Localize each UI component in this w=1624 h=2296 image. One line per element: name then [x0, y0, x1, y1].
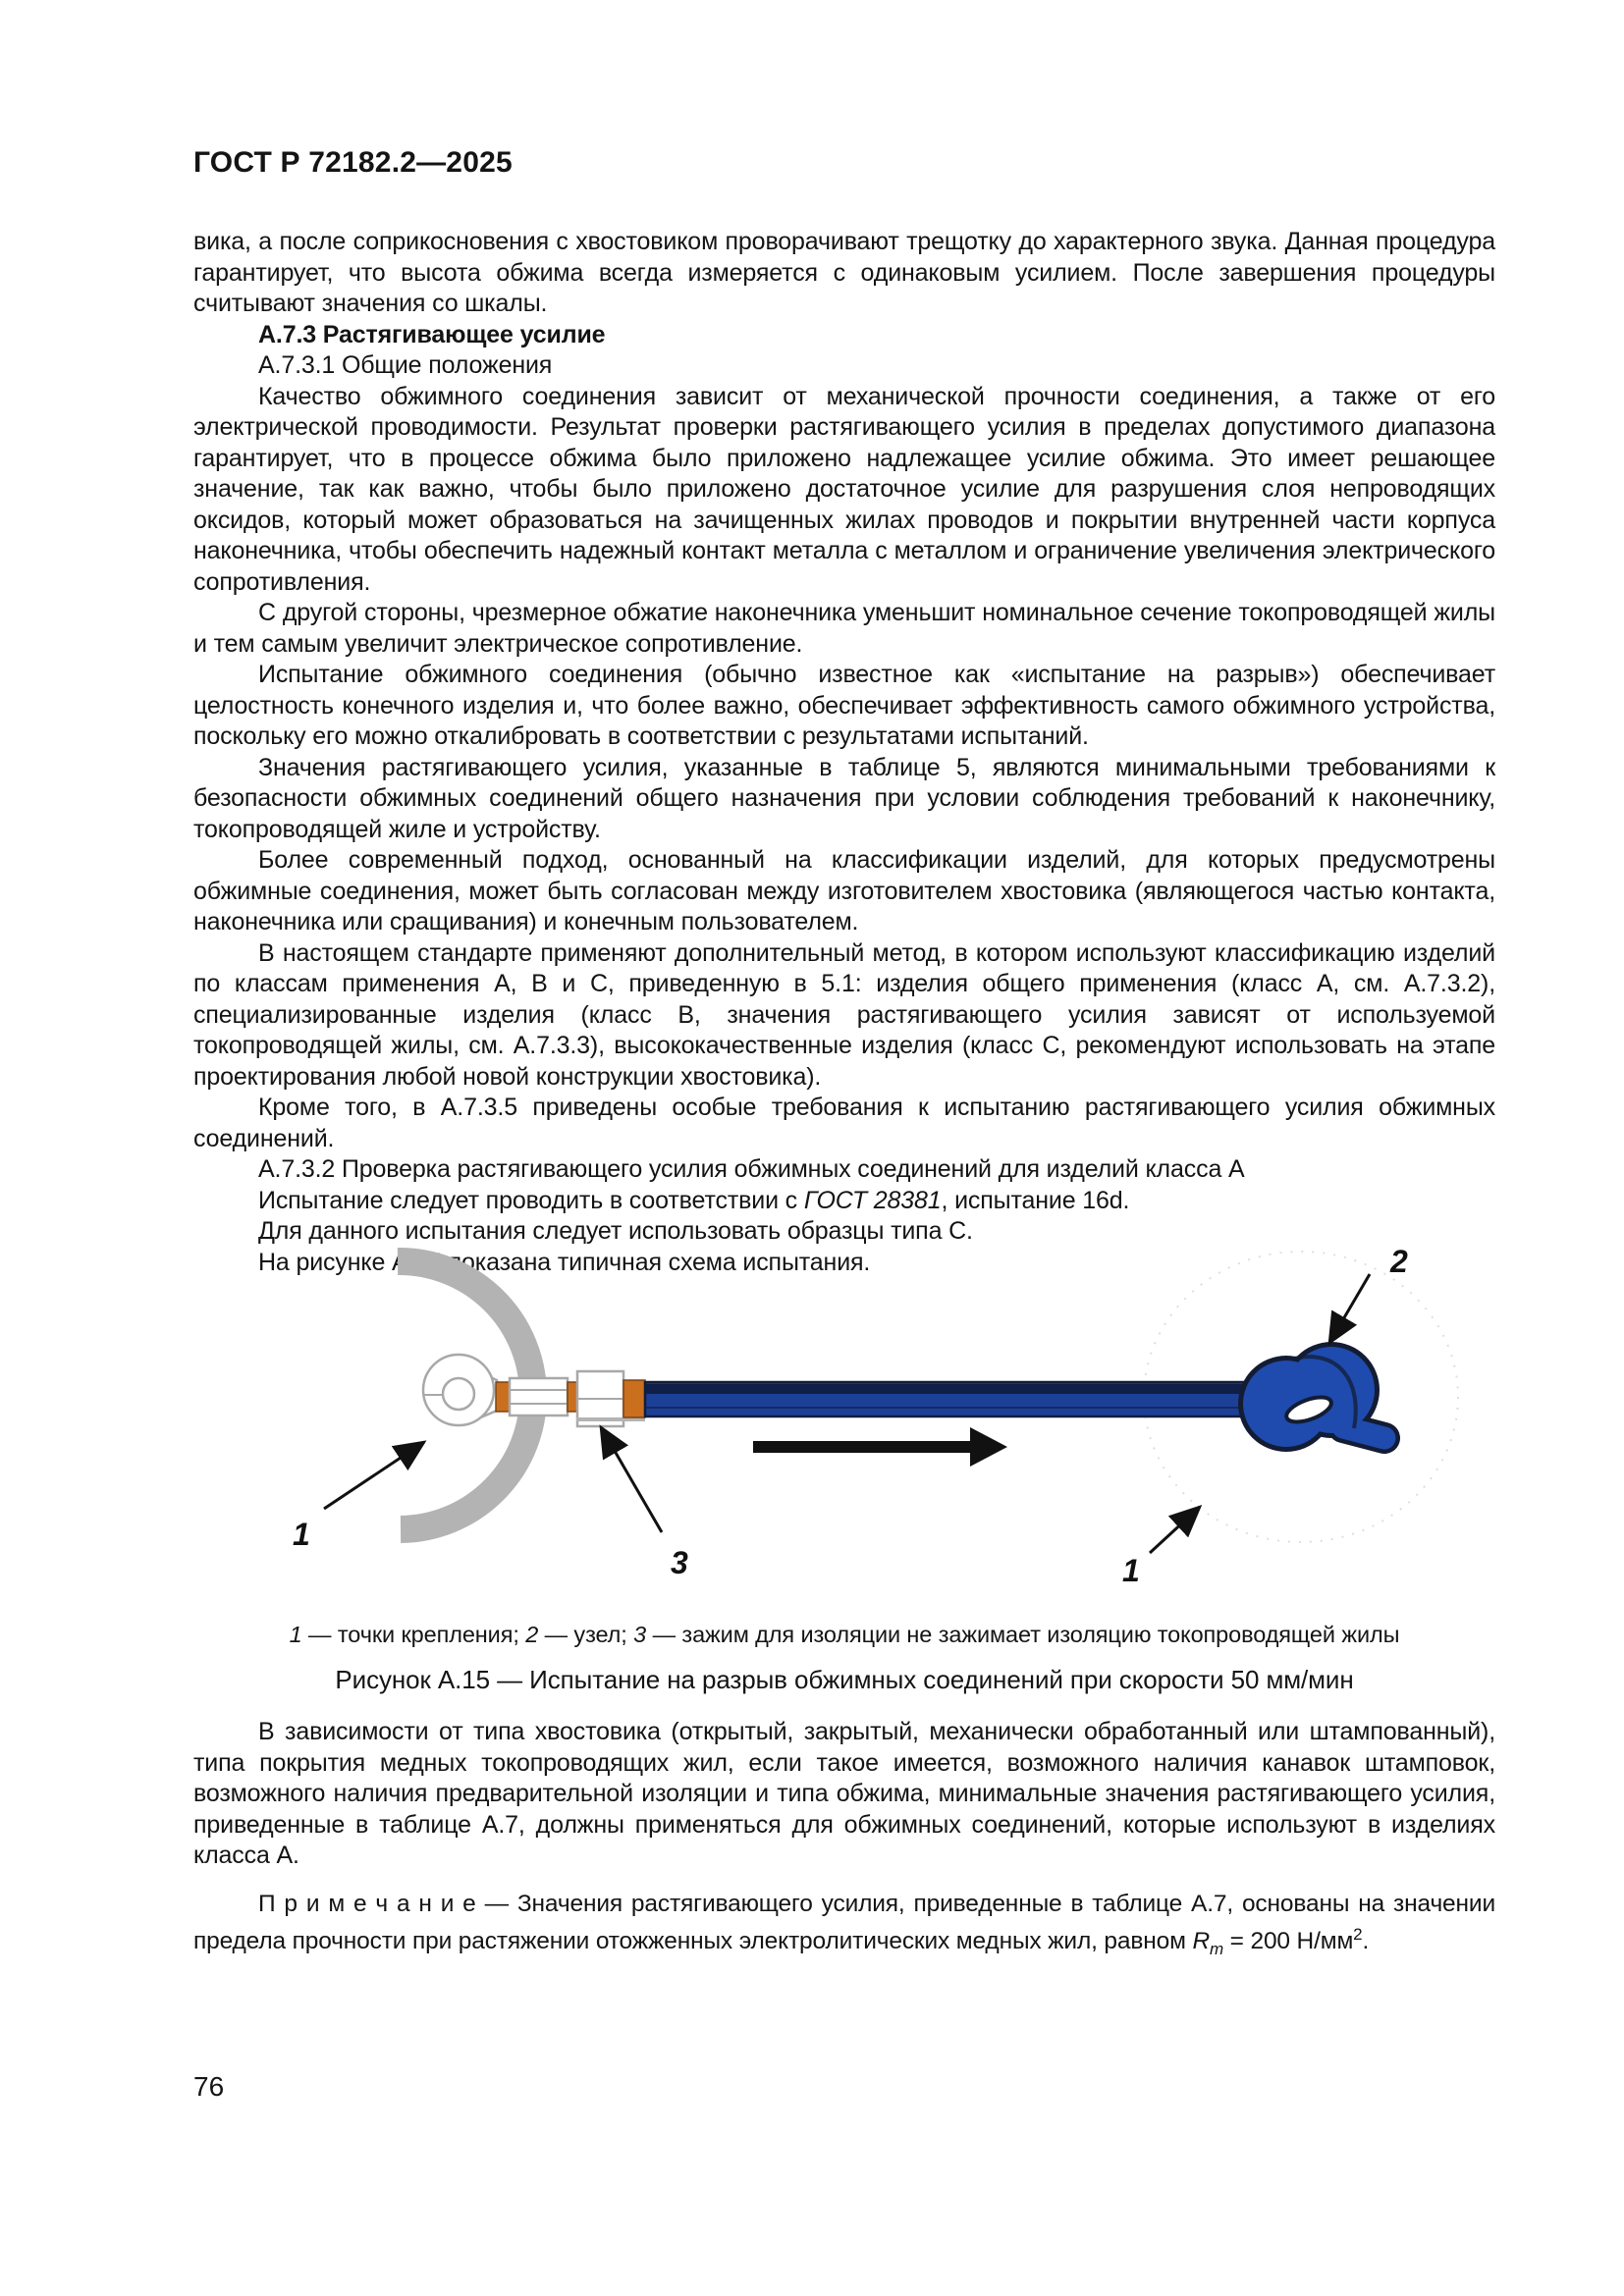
after-figure-block [193, 1717, 1495, 1965]
copper-conductor [568, 1382, 577, 1412]
page-number: 76 [193, 2071, 225, 2102]
legend-number: 1 [289, 1622, 302, 1647]
pull-direction-arrow [753, 1427, 1007, 1467]
note-label: П р и м е ч а н и е [258, 1890, 476, 1917]
note-text: — Значения растягивающего усилия, приведенные в таблице А.7, основаны на значении предела прочности при растяжении отожженных электролитических медных жил, равном [193, 1890, 1495, 1955]
legend-text: — узел; [538, 1622, 634, 1647]
legend-text: — точки крепления; [301, 1622, 526, 1647]
text-segment: Испытание следует проводить в соответствии с [258, 1186, 804, 1214]
paragraph: Более современный подход, основанный на классификации изделий, для которых предусмотрены обжимные соединения, может быть согласован между изготовителем хвостовика (являющегося частью контакта, наконечника или сращивания) и конечным пользователем. [193, 846, 1495, 935]
paragraph: Испытание обжимного соединения (обычно известное как «испытание на разрыв») обеспечивает целостность конечного изделия и, что более важно, обеспечивает эффективность самого обжимного устройства, поскольку его можно откалибровать в соответствии с результатами испытаний. [193, 661, 1495, 750]
figure-label-1-left: 1 [293, 1517, 310, 1552]
superscript-2: 2 [1353, 1925, 1363, 1944]
figure-caption: Рисунок А.15 — Испытание на разрыв обжимных соединений при скорости 50 мм/мин [335, 1665, 1354, 1694]
figure-label-1-right: 1 [1122, 1553, 1140, 1588]
text-segment: , испытание 16d. [941, 1186, 1130, 1214]
paragraph: Для данного испытания следует использовать образцы типа С. [258, 1217, 973, 1245]
figure-a15-diagram [177, 1235, 1551, 1628]
variable-rm: R [1192, 1928, 1210, 1955]
figure-label-2: 2 [1390, 1244, 1408, 1279]
page-header: ГОСТ Р 72182.2—2025 [193, 146, 513, 179]
wire-knot [1238, 1342, 1384, 1452]
variable-rm-subscript: m [1209, 1940, 1223, 1959]
figure-label-3: 3 [671, 1545, 688, 1580]
body-text-block [193, 227, 1495, 1278]
note-text: = 200 Н/мм [1223, 1928, 1354, 1955]
callout-arrow-attach-right [1150, 1507, 1200, 1553]
copper-conductor [623, 1380, 645, 1417]
paragraph-continuation: вика, а после соприкосновения с хвостовиком проворачивают трещотку до характерного звука. Данная процедура гарантирует, что высота обжима всегда измеряется с одинаковым усилием. После завершения процедуры считывают значения со шкалы. [193, 228, 1495, 317]
note-paragraph [193, 1889, 1495, 1965]
ring-terminal [423, 1355, 497, 1425]
insulated-wire [645, 1382, 1250, 1416]
callout-arrow-knot [1329, 1274, 1370, 1343]
paragraph: В зависимости от типа хвостовика (открытый, закрытый, механически обработанный или штампованный), типа покрытия медных токопроводящих жил, если такое имеется, возможного наличия канавок штамповок, возможного наличия предварительной изоляции и типа обжима, минимальные значения растягивающего усилия, приведенные в таблице А.7, должны применяться для обжимных соединений, которые используют в изделиях класса А. [193, 1718, 1495, 1869]
legend-number: 3 [633, 1622, 647, 1647]
note-text: . [1362, 1928, 1370, 1955]
paragraph: В настоящем стандарте применяют дополнительный метод, в котором используют классификацию изделий по классам применения А, В и С, приведенную в 5.1: изделия общего применения (класс А, см. А.7.3.2), специализированные изделия (класс В, значения растягивающего усилия зависят от используемой токопроводящей жилы, см. А.7.3.3), высококачественные изделия (класс С, рекомендуют использовать на этапе проектирования любой новой конструкции хвостовика). [193, 938, 1495, 1091]
paragraph: Значения растягивающего усилия, указанные в таблице 5, являются минимальными требованиями к безопасности обжимных соединений общего назначения при условии соблюдения требований к наконечнику, токопроводящей жиле и устройству. [193, 753, 1495, 843]
section-heading: А.7.3 Растягивающее усилие [258, 320, 606, 348]
terminal-hole [443, 1378, 474, 1410]
callout-arrow-clamp [601, 1427, 662, 1532]
copper-conductor [496, 1382, 510, 1412]
paragraph: С другой стороны, чрезмерное обжатие наконечника уменьшит номинальное сечение токопроводящей жилы и тем самым увеличит электрическое сопротивление. [193, 599, 1495, 658]
subsection-heading: А.7.3.1 Общие положения [258, 351, 553, 379]
crimp-barrel [510, 1378, 568, 1415]
paragraph-with-reference [193, 1186, 1495, 1217]
subsection-heading: А.7.3.2 Проверка растягивающего усилия обжимных соединений для изделий класса А [258, 1155, 1245, 1183]
callout-arrow-attach-left [324, 1442, 424, 1509]
paragraph: На рисунке А.15 показана типичная схема испытания. [258, 1248, 871, 1276]
figure-legend [193, 1622, 1495, 1648]
paragraph: Качество обжимного соединения зависит от механической прочности соединения, а также от его электрической проводимости. Результат проверки растягивающего усилия в пределах допустимого диапазона гарантирует, что в процессе обжима было приложено надлежащее усилие обжима. Это имеет решающее значение, так как важно, чтобы было приложено достаточное усилие для разрушения слоя непроводящих оксидов, который может образоваться на зачищенных жилах проводов и покрытии внутренней части корпуса наконечника, чтобы обеспечить надежный контакт металла с металлом и ограничение увеличения электрического сопротивления. [193, 382, 1495, 596]
paragraph: Кроме того, в А.7.3.5 приведены особые требования к испытанию растягивающего усилия обжимных соединений. [193, 1094, 1495, 1152]
legend-text: — зажим для изоляции не зажимает изоляцию токопроводящей жилы [646, 1622, 1400, 1647]
standard-reference: ГОСТ 28381 [803, 1186, 942, 1214]
legend-number: 2 [525, 1622, 539, 1647]
